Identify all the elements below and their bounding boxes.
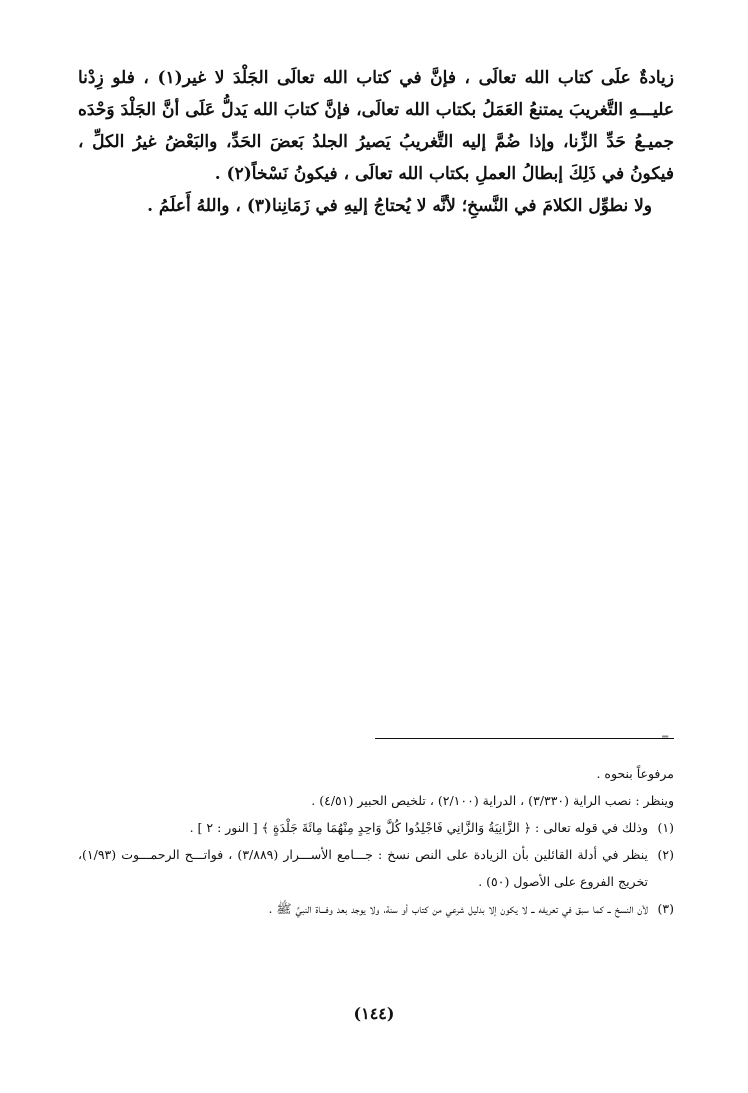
footnote-2-number: (٢) [657,847,674,862]
footnote-2-text: ينظر في أدلة القائلين بأن الزيادة على النص نسخ : جـــامع الأســـرار (٣/٨٨٩) ، فواتـــح الرحمـــوت (١/٩٣)، تخريج الفروع على الأصول (٥٠) . [78,847,648,889]
footnote-continuation-line-1: مرفوعاً بنحوه . [596,766,674,781]
footnote-continuation-line-2: وينظر : نصب الراية (٣/٣٣٠) ، الدراية (٢/١٠٠) ، تلخيص الحبير (٤/٥١) . [311,793,674,808]
footnote-1-number: (١) [657,820,674,835]
page-number: (١٤٤) [353,1004,395,1023]
main-text-block [78,62,674,222]
footnote-3-text: لأن النسخ ــ كما سبق في تعريفه ــ لا يكون إلا بدليل شرعي من كتاب أو سنة، ولا يوجد بعد وفـــاة النبيِّ ﷺ . [268,901,648,916]
footnote-separator-mark: = [661,732,670,743]
footnote-continuation-ref [78,787,674,814]
footnote-separator [375,738,674,739]
footnote-2 [78,841,674,895]
main-paragraph-1: زيادةٌ علَى كتاب الله تعالَى ، فإنَّ في كتاب الله تعالَى الجَلْدَ لا غير(١) ، فلو زِدْنا عليـــهِ التَّغريبَ يمتنعُ العَمَلُ بكتاب الله تعالَى، فإنَّ كتابَ الله يَدلُّ عَلَى أنَّ الجَلْدَ وَحْدَه جميـعُ حَدِّ الزِّنا، وإذا ضُمَّ إليه التَّغريبُ يَصيرُ الجلدُ بَعضَ الحَدِّ، والبَعْضُ غيرُ الكلِّ ، فيكونُ في ذَلِكَ إبطالُ العملِ بكتاب الله تعالَى ، فيكونُ نَسْخاً(٢) . [78,68,674,184]
footnote-1-text: وذلك في قوله تعالى : ﴿ الزَّانِيَةُ وَالزَّانِي فَاجْلِدُوا كُلَّ وَاحِدٍ مِنْهُمَا مِائَةَ جَلْدَةٍ ﴾ [ النور : ٢ ] . [189,820,648,835]
main-paragraph-2: ولا نطوِّل الكلامَ في النَّسخِ؛ لأنَّه لا يُحتاجُ إليهِ في زَمَانِنا(٣) ، واللهُ أَعلَمُ . [147,196,652,216]
footnote-3-number: (٣) [657,901,674,916]
footnote-continuation [78,760,674,787]
footnote-1 [78,814,674,841]
footnote-3 [78,895,674,922]
footnotes-block [78,760,674,922]
